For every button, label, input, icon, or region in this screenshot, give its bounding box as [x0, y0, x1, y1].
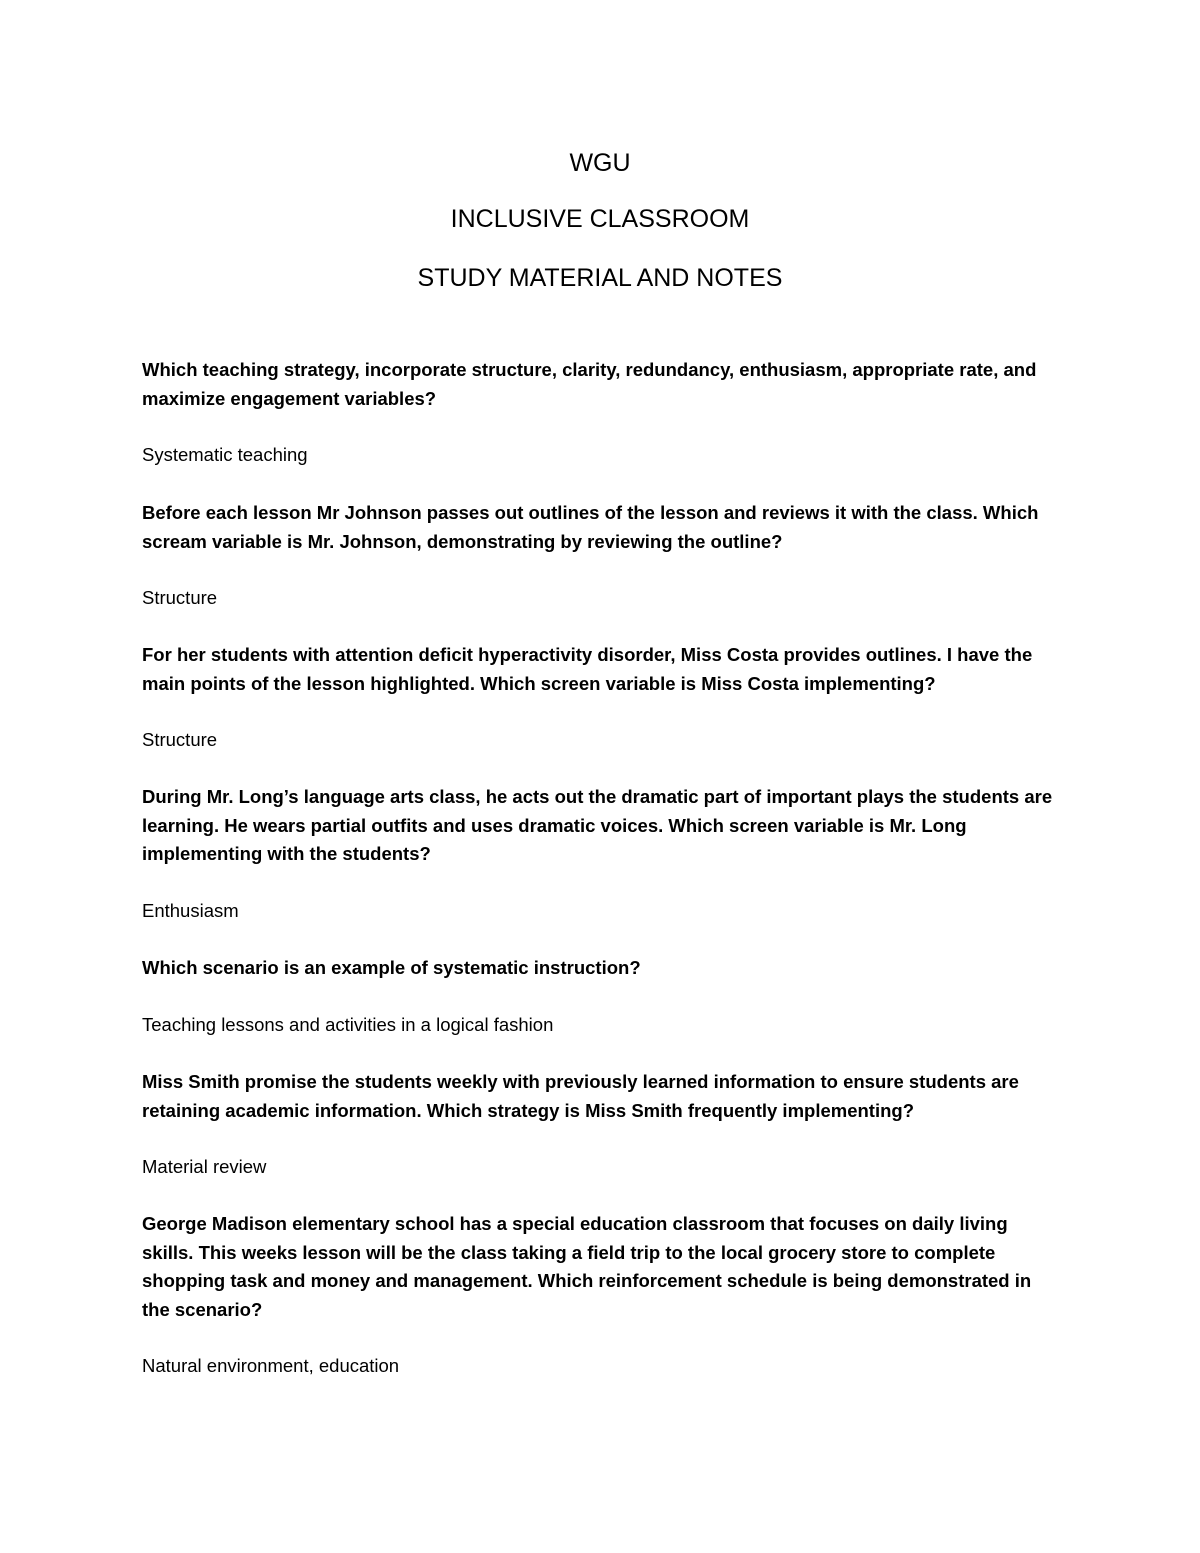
question-text: Before each lesson Mr Johnson passes out outlines of the lesson and reviews it with the class. Which scream variable is Mr. Johnson, demonstrating by reviewing the outline?: [142, 502, 1039, 552]
qa-item-7: [142, 1210, 1062, 1381]
answer-text: Teaching lessons and activities in a logical fashion: [142, 1013, 554, 1035]
answer-text: Systematic teaching: [142, 444, 308, 465]
question-text: During Mr. Long’s language arts class, he acts out the dramatic part of important plays the students are learning. He wears partial outfits and uses dramatic voices. Which screen variable is Mr. Long implementing with the students?: [142, 786, 1053, 864]
header-institution: WGU: [569, 149, 631, 177]
question-text: Which teaching strategy, incorporate structure, clarity, redundancy, enthusiasm, appropriate rate, and maximize engagement variables?: [142, 359, 1037, 409]
question-text: Miss Smith promise the students weekly with previously learned information to ensure students are retaining academic information. Which strategy is Miss Smith frequently implementing?: [142, 1071, 1019, 1121]
answer-text: Structure: [142, 729, 218, 750]
answer-text: Natural environment, education: [142, 1355, 400, 1376]
qa-item-6: [142, 1068, 1062, 1182]
qa-item-4: [142, 783, 1062, 925]
qa-item-2: [142, 499, 1062, 613]
qa-item-5: [142, 954, 1062, 1039]
question-text: For her students with attention deficit hyperactivity disorder, Miss Costa provides outlines. I have the main points of the lesson highlighted. Which screen variable is Miss Costa implementing?: [142, 644, 1033, 694]
question-text: George Madison elementary school has a special education classroom that focuses on daily living skills. This weeks lesson will be the class taking a field trip to the local grocery store to complete shopping task and money and management. Which reinforcement schedule is being demonstrated in the scenario?: [142, 1213, 1032, 1320]
question-text: Which scenario is an example of systematic instruction?: [142, 957, 641, 978]
qa-item-3: [142, 641, 1062, 755]
header-course: INCLUSIVE CLASSROOM: [450, 205, 750, 233]
answer-text: Material review: [142, 1156, 267, 1177]
header-subtitle: STUDY MATERIAL AND NOTES: [417, 264, 783, 292]
qa-item-1: [142, 356, 1062, 470]
answer-text: Enthusiasm: [142, 899, 239, 921]
answer-text: Structure: [142, 587, 218, 608]
